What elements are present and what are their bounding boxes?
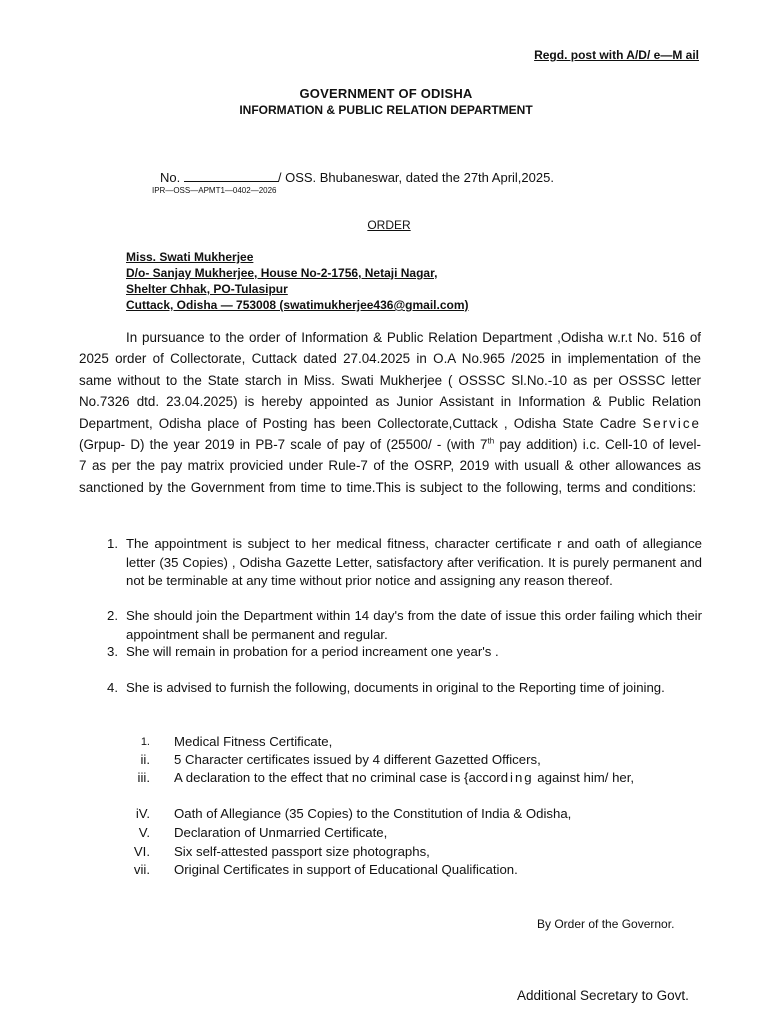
document-text-b: against him/ her, [533,770,635,785]
document-number: VI. [133,844,150,859]
condition-text: The appointment is subject to her medical fitness, character certificate r and oath of allegiance letter (35 Copies) , Odisha Gazette Letter, satisfactory after verification. It is purely permanent and not be terminable at any time without prior notice and assigning any reason thereof. [126,536,702,588]
body-text-part3: pay addition) i.c. Cell-10 of level- 7 as per the pay matrix provicied under Rule-7 of the OSRP, 2019 with usuall & other allowances as sanctioned by the Government from time to time.This is subject to the following, terms and conditions: [79,437,701,495]
condition-text: She should join the Department within 14 day's from the date of issue this order failing which their appointment shall be permanent and regular. [126,608,702,642]
order-heading: ORDER [367,218,411,232]
reference-code: IPR—OSS—APMT1—0402—2026 [152,186,277,195]
document-number: V. [138,825,150,840]
condition-text: She is advised to furnish the following, documents in original to the Reporting time of joining. [126,680,665,695]
document-text-a: A declaration to the effect that no criminal case is {accor [174,770,501,785]
government-title: GOVERNMENT OF ODISHA [299,86,473,101]
document-number: ii. [140,752,150,767]
condition-item [102,607,702,644]
condition-number: 1. [107,536,118,551]
document-text: Declaration of Unmarried Certificate, [174,825,388,840]
reference-place-date: / OSS. Bhubaneswar, dated the 27th April,2025. [277,170,554,185]
signatory-designation: Additional Secretary to Govt. [517,988,689,1003]
document-text: Oath of Allegiance (35 Copies) to the Constitution of India & Odisha, [174,806,572,821]
document-text: Six self-attested passport size photographs, [174,844,430,859]
condition-item [102,643,702,662]
document-item [110,751,670,770]
reference-no-label: No. [160,170,181,185]
addressee-city-email: Cuttack, Odisha — 753008 (swatimukherjee436@gmail.com) [126,298,469,312]
document-text: Original Certificates in support of Educational Qualification. [174,862,518,877]
document-number: vii. [133,862,150,877]
document-item [110,861,670,880]
body-text-part1: In pursuance to the order of Information & Public Relation Department ,Odisha w.r.t No. 516 of 2025 order of Collectorate, Cuttack dated 27.04.2025 in O.A No.965 /2025 in implementation of the same without to the State starch in Miss. Swati Mukherjee ( OSSSC Sl.No.-10 as per OSSSC letter No.7326 dtd. 23.04.2025) is hereby appointed as Junior Assistant in Information & Public Relation Department, Odisha place of Posting has been Collectorate,Cuttack , Odisha State Cadre [79,330,701,431]
body-text-spaced: Service [642,415,701,431]
document-text: 5 Character certificates issued by 4 different Gazetted Officers, [174,752,541,767]
document-item [110,843,670,862]
condition-item [102,535,702,591]
document-item [110,824,670,843]
document-number: iii. [137,770,150,785]
document-item [110,805,670,824]
document-text [174,769,674,788]
condition-item [102,679,702,698]
department-title: INFORMATION & PUBLIC RELATION DEPARTMENT [239,103,533,117]
document-text: Medical Fitness Certificate, [174,734,333,749]
reference-line [160,170,554,185]
registered-post-note: Regd. post with A/D/ e—M ail [534,48,699,62]
document-text-spaced: ding [500,770,534,785]
body-text-part2: (Grpup- D) the year 2019 in PB-7 scale of pay of (25500/ - (with 7 [79,437,488,453]
condition-number: 4. [107,680,118,695]
reference-number-blank [184,170,278,182]
addressee-name: Miss. Swati Mukherjee [126,250,254,264]
condition-number: 3. [107,644,118,659]
order-body-paragraph [79,327,701,498]
document-number: iV. [135,806,150,821]
by-order-line: By Order of the Governor. [537,917,675,931]
condition-text: She will remain in probation for a period increament one year's . [126,644,499,659]
body-superscript: th [487,436,495,446]
document-item [110,733,670,752]
document-item [110,769,670,788]
condition-number: 2. [107,608,118,623]
document-number: 1. [140,736,150,748]
addressee-locality: Shelter Chhak, PO-Tulasipur [126,282,288,296]
addressee-parentage: D/o- Sanjay Mukherjee, House No-2-1756, Netaji Nagar, [126,266,438,280]
